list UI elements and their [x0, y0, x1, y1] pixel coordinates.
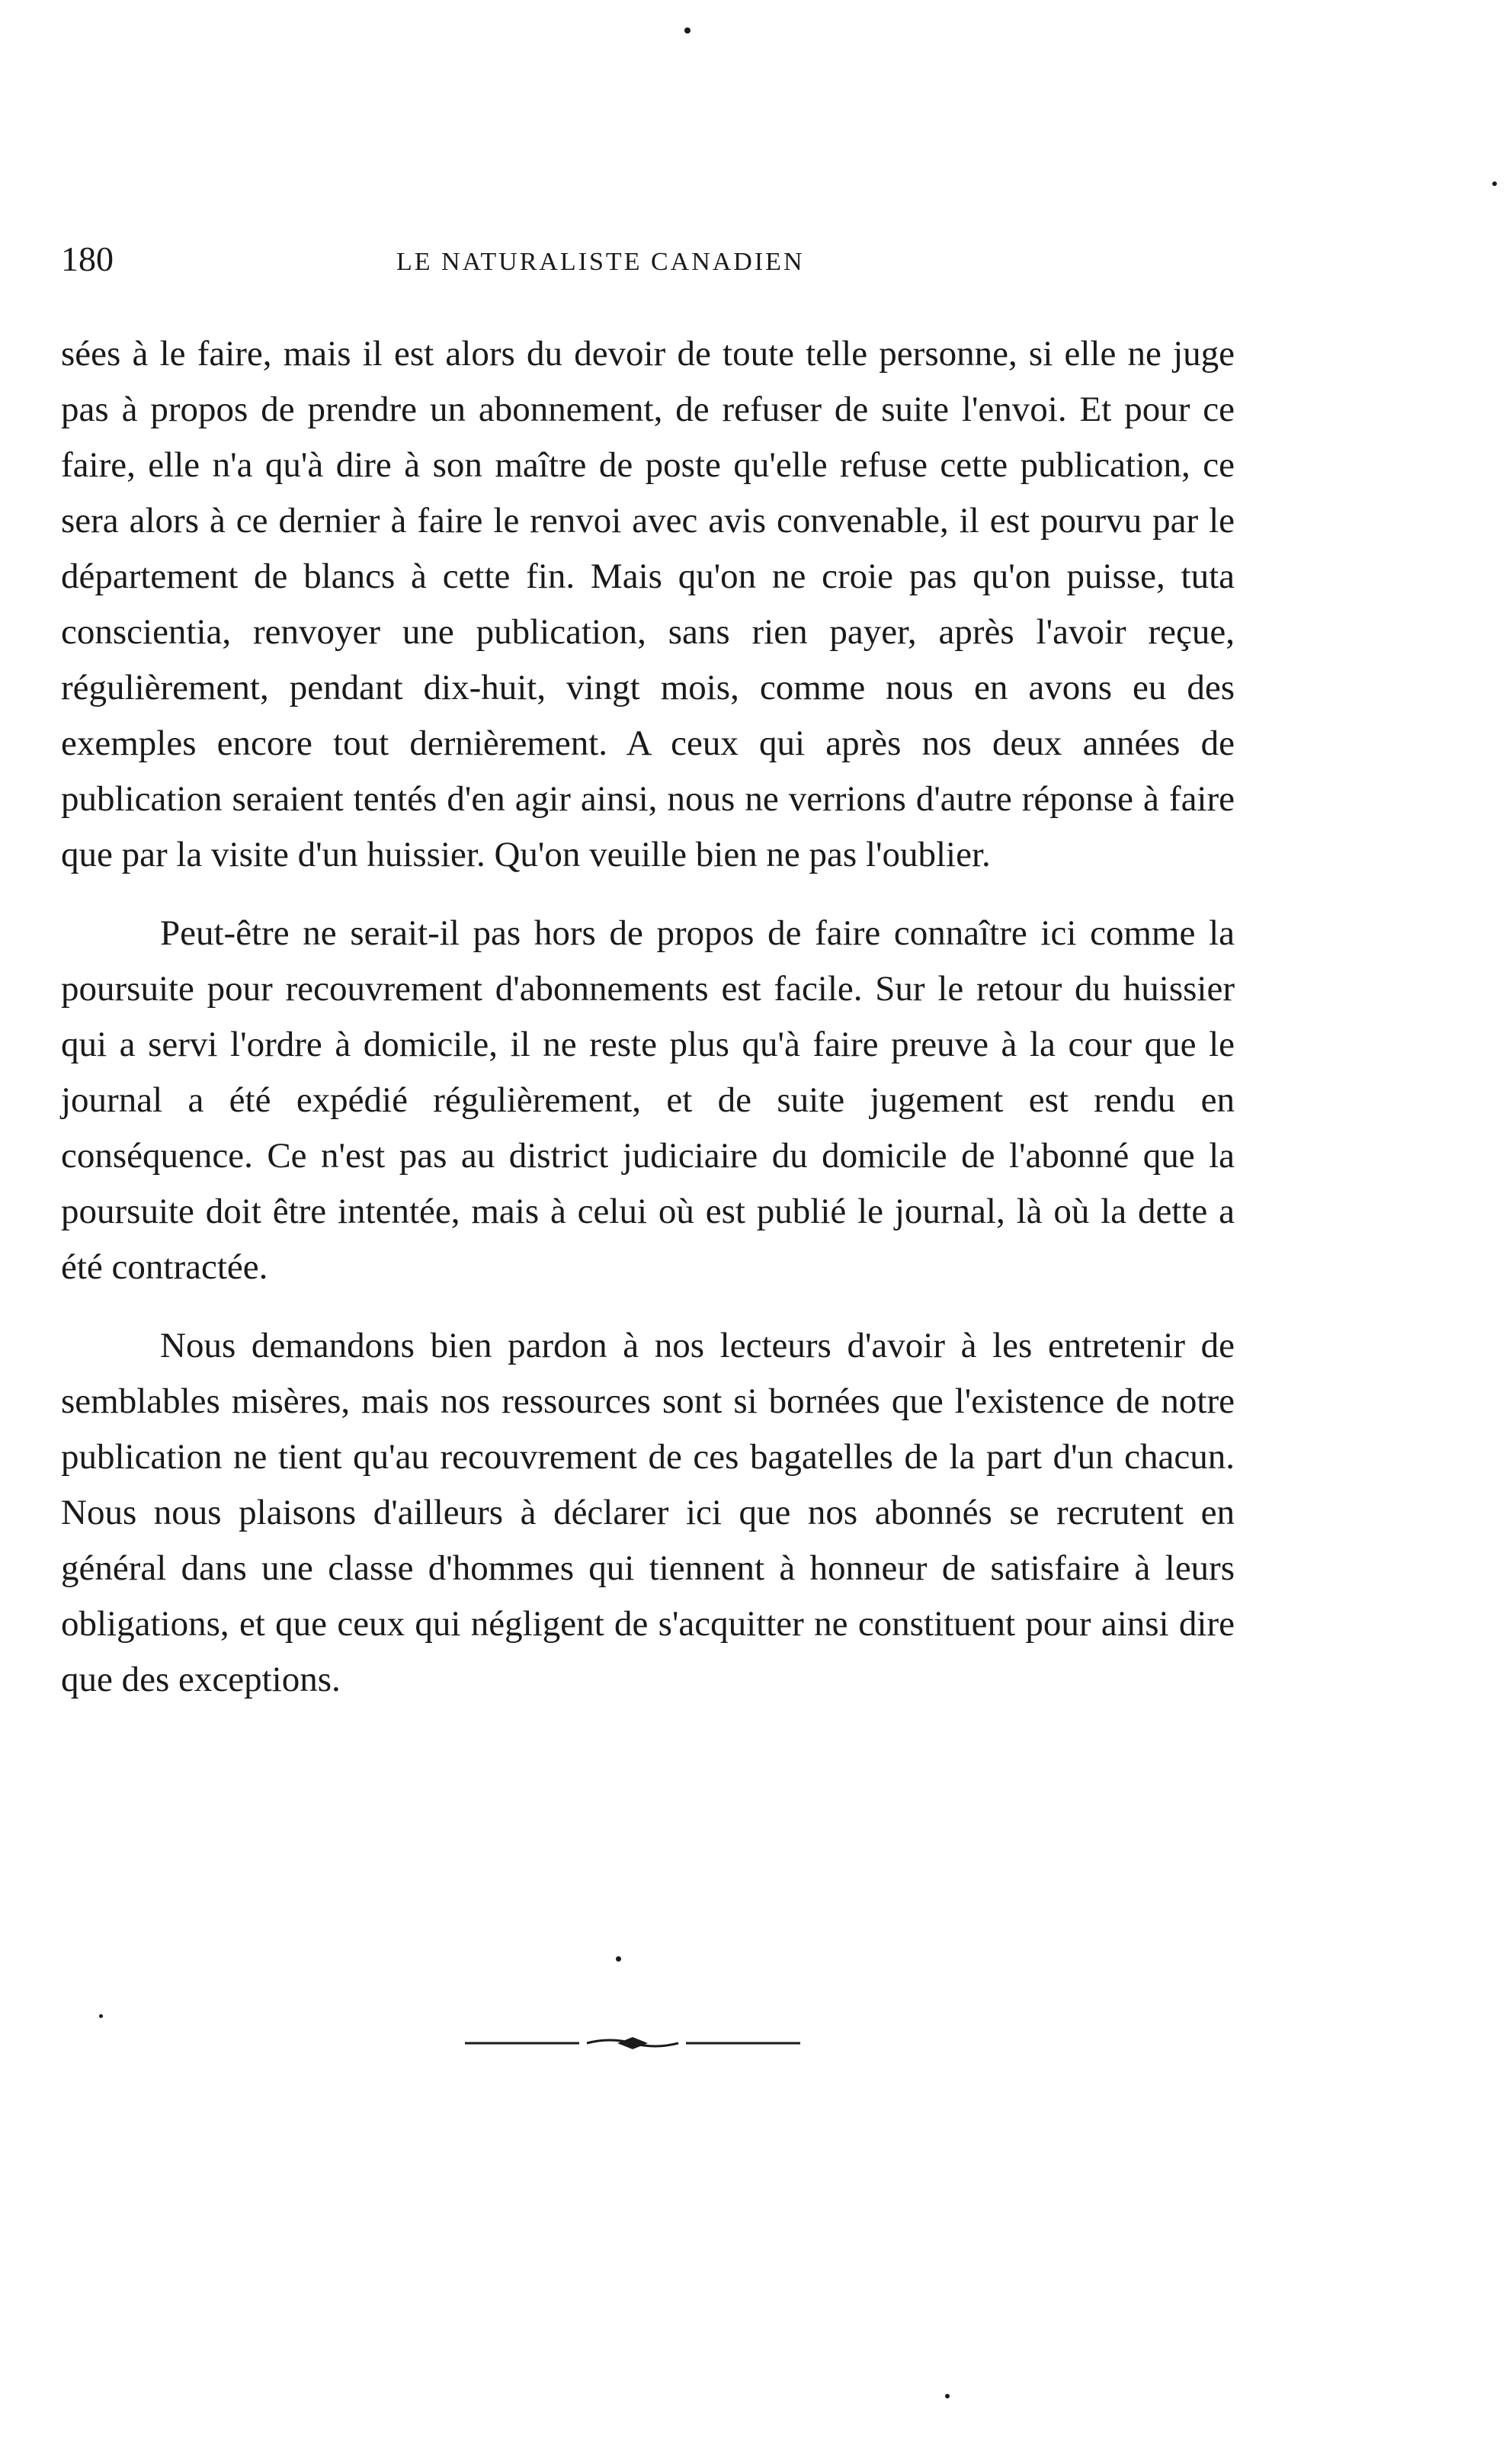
paper-speck	[616, 1956, 621, 1962]
page-header	[61, 236, 1235, 282]
paper-speck	[99, 2014, 103, 2018]
paragraph-1: sées à le faire, mais il est alors du devoir de toute telle personne, si elle ne juge pas à propos de prendre un abonnement, de refuser de suite l'envoi. Et pour ce faire, elle n'a qu'à dire à son maître de poste qu'elle refuse cette publication, ce sera alors à ce dernier à faire le renvoi avec avis convenable, il est pourvu par le département de blancs à cette fin. Mais qu'on ne croie pas qu'on puisse, tuta conscientia, renvoyer une publication, sans rien payer, après l'avoir reçue, régulièrement, pendant dix-huit, vingt mois, comme nous en avons eu des exemples encore tout dernièrement. A ceux qui après nos deux années de publication seraient tentés d'en agir ainsi, nous ne verrions d'autre réponse à faire que par la visite d'un huissier. Qu'on veuille bien ne pas l'oublier.	[61, 334, 1235, 874]
running-title: LE NATURALISTE CANADIEN	[396, 248, 805, 276]
paragraph-3: Nous demandons bien pardon à nos lecteurs d'avoir à les entretenir de semblables misères, mais nos ressources sont si bornées que l'existence de notre publication ne tient qu'au recouvrement de ces bagatelles de la part d'un chacun. Nous nous plaisons d'ailleurs à déclarer ici que nos abonnés se recrutent en général dans une classe d'hommes qui tiennent à honneur de satisfaire à leurs obligations, et que ceux qui négligent de s'acquitter ne constituent pour ainsi dire que des exceptions.	[61, 1326, 1235, 1699]
paper-speck	[684, 27, 691, 34]
end-ornament	[465, 2034, 800, 2052]
paragraph-2: Peut-être ne serait-il pas hors de propos de faire connaître ici comme la poursuite pour recouvrement d'abonnements est facile. Sur le retour du huissier qui a servi l'ordre à domicile, il ne reste plus qu'à faire preuve à la cour que le journal a été expédié régulièrement, et de suite jugement est rendu en conséquence. Ce n'est pas au district judiciaire du domicile de l'abonné que la poursuite doit être intentée, mais à celui où est publié le journal, là où la dette a été contractée.	[61, 913, 1235, 1287]
page-number: 180	[61, 239, 114, 278]
paper-speck	[1492, 181, 1497, 186]
paper-speck	[945, 2394, 950, 2398]
ornament-rule-icon	[465, 2034, 800, 2052]
body-text	[61, 326, 1235, 1708]
